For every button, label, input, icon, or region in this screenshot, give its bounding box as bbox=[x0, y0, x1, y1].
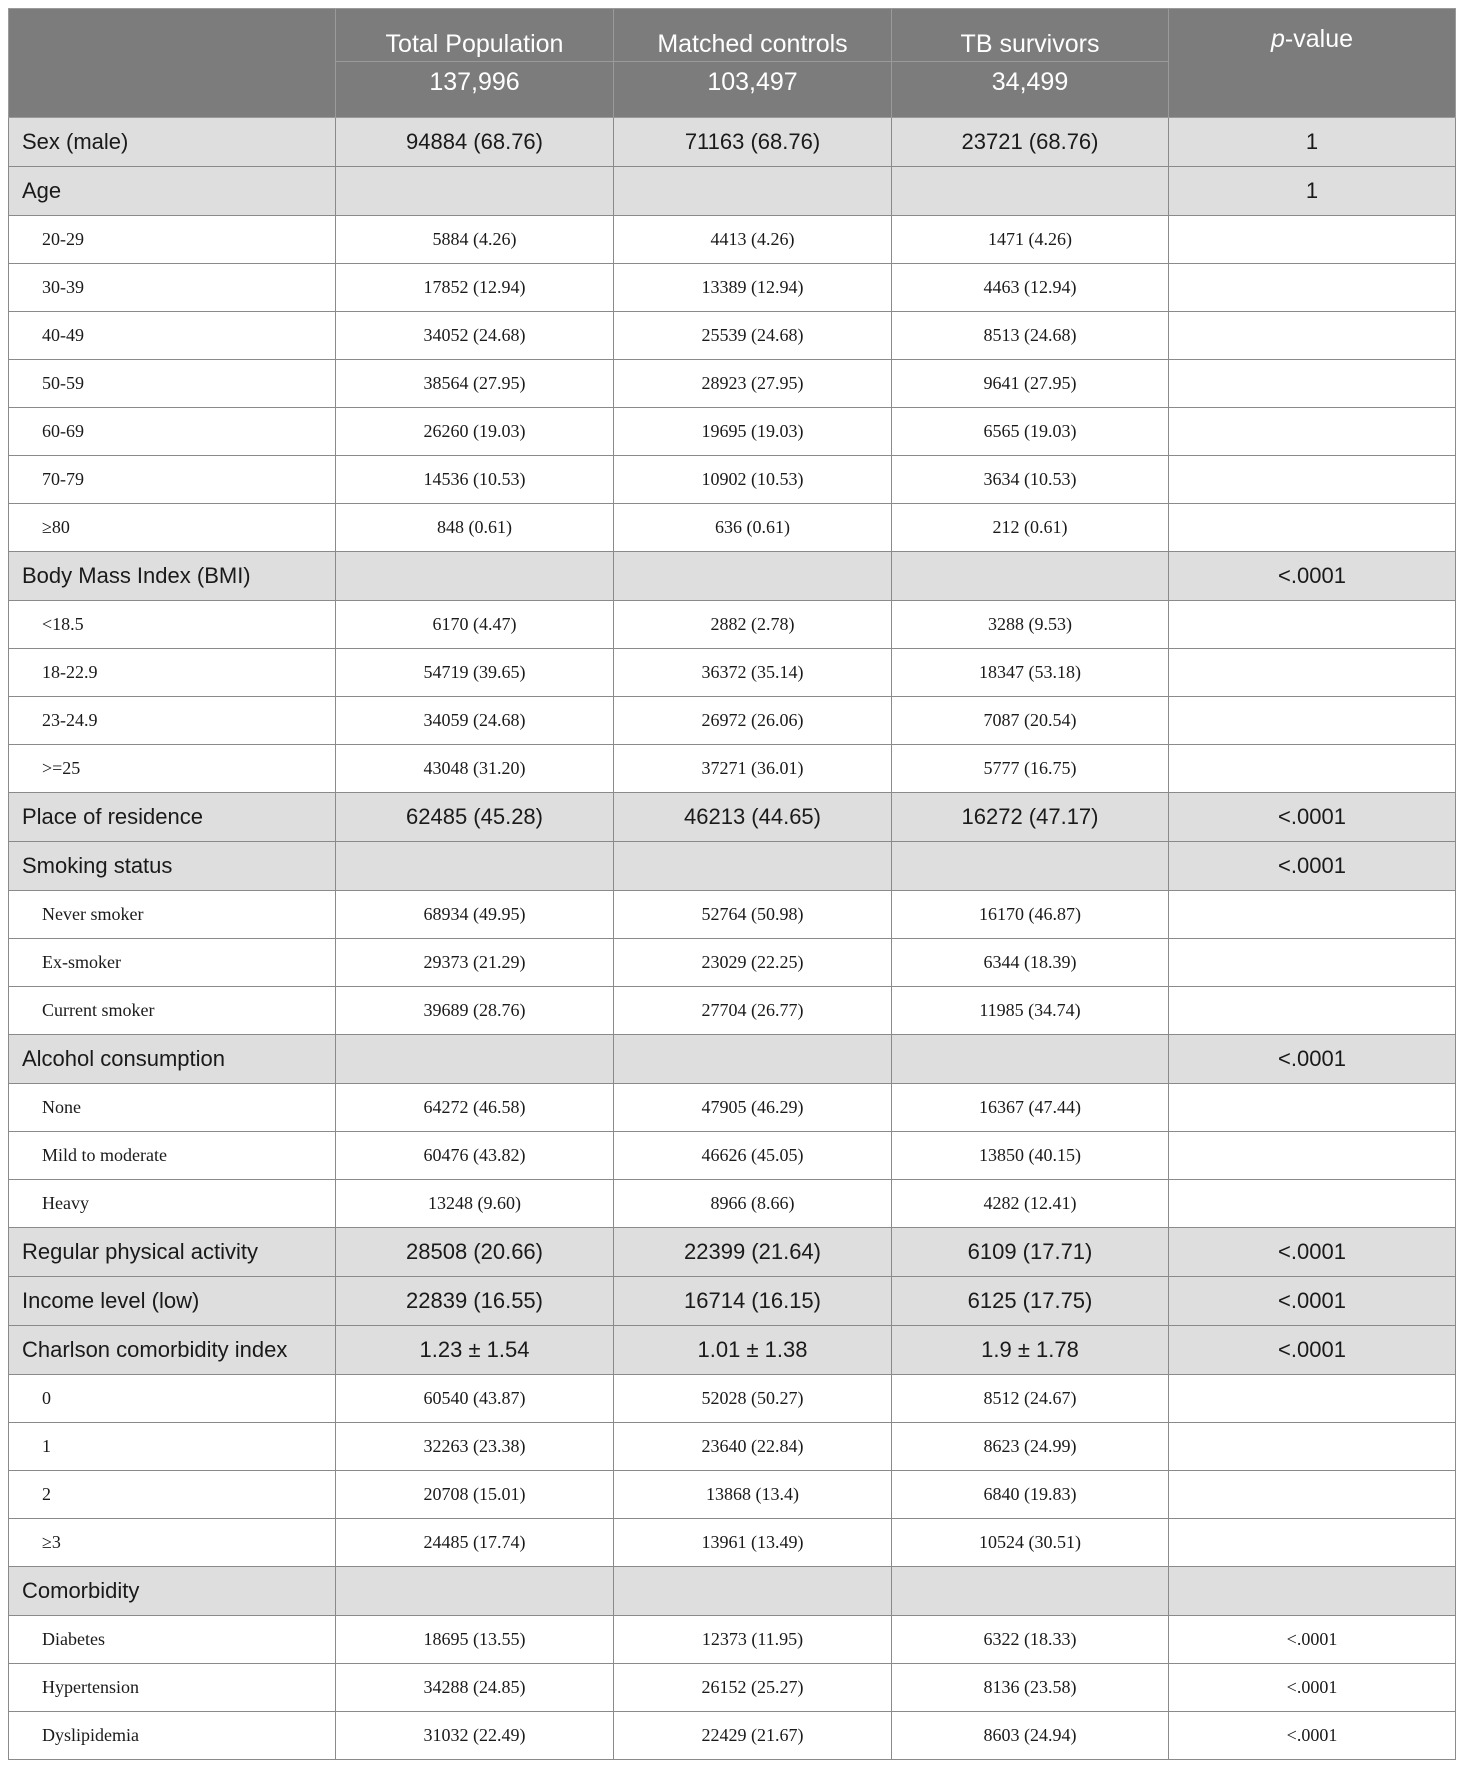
header-p-rest: -value bbox=[1284, 25, 1353, 53]
header-tb-survivors: TB survivors bbox=[892, 9, 1169, 62]
tb-survivors-value: 6565 (19.03) bbox=[892, 408, 1169, 456]
p-value bbox=[1169, 1375, 1456, 1423]
total-population-value: 26260 (19.03) bbox=[336, 408, 614, 456]
row-label: Charlson comorbidity index bbox=[9, 1326, 336, 1375]
tb-survivors-value: 16367 (47.44) bbox=[892, 1084, 1169, 1132]
tb-survivors-value: 9641 (27.95) bbox=[892, 360, 1169, 408]
total-population-value: 34059 (24.68) bbox=[336, 697, 614, 745]
row-label: 0 bbox=[9, 1375, 336, 1423]
row-label: <18.5 bbox=[9, 601, 336, 649]
row-label: ≥80 bbox=[9, 504, 336, 552]
subcategory-row bbox=[9, 264, 1456, 312]
category-row bbox=[9, 1326, 1456, 1375]
tb-survivors-value: 6840 (19.83) bbox=[892, 1471, 1169, 1519]
matched-controls-value bbox=[614, 552, 892, 601]
tb-survivors-value: 6344 (18.39) bbox=[892, 939, 1169, 987]
total-population-value: 13248 (9.60) bbox=[336, 1180, 614, 1228]
tb-survivors-value: 6125 (17.75) bbox=[892, 1277, 1169, 1326]
total-population-value: 60476 (43.82) bbox=[336, 1132, 614, 1180]
subcategory-row bbox=[9, 408, 1456, 456]
total-population-value: 6170 (4.47) bbox=[336, 601, 614, 649]
matched-controls-value bbox=[614, 1567, 892, 1616]
row-label: Dyslipidemia bbox=[9, 1712, 336, 1760]
row-label: None bbox=[9, 1084, 336, 1132]
total-population-value: 32263 (23.38) bbox=[336, 1423, 614, 1471]
tb-survivors-value bbox=[892, 1035, 1169, 1084]
row-label: ≥3 bbox=[9, 1519, 336, 1567]
row-label: 2 bbox=[9, 1471, 336, 1519]
p-value bbox=[1169, 1423, 1456, 1471]
matched-controls-value: 23029 (22.25) bbox=[614, 939, 892, 987]
matched-controls-value: 13389 (12.94) bbox=[614, 264, 892, 312]
subcategory-row bbox=[9, 1180, 1456, 1228]
p-value bbox=[1169, 312, 1456, 360]
matched-controls-value: 1.01 ± 1.38 bbox=[614, 1326, 892, 1375]
table-body bbox=[9, 118, 1456, 1760]
row-label: Current smoker bbox=[9, 987, 336, 1035]
total-population-value: 43048 (31.20) bbox=[336, 745, 614, 793]
header-matched-controls: Matched controls bbox=[614, 9, 892, 62]
total-population-value bbox=[336, 842, 614, 891]
total-population-value: 14536 (10.53) bbox=[336, 456, 614, 504]
tb-survivors-value: 11985 (34.74) bbox=[892, 987, 1169, 1035]
tb-survivors-value bbox=[892, 167, 1169, 216]
p-value bbox=[1169, 987, 1456, 1035]
matched-controls-value: 37271 (36.01) bbox=[614, 745, 892, 793]
p-value: <.0001 bbox=[1169, 1035, 1456, 1084]
tb-survivors-value bbox=[892, 842, 1169, 891]
matched-controls-value: 52028 (50.27) bbox=[614, 1375, 892, 1423]
tb-survivors-value: 8512 (24.67) bbox=[892, 1375, 1169, 1423]
matched-controls-value: 46213 (44.65) bbox=[614, 793, 892, 842]
tb-survivors-value: 8136 (23.58) bbox=[892, 1664, 1169, 1712]
header-p-value bbox=[1169, 9, 1456, 118]
total-population-value: 22839 (16.55) bbox=[336, 1277, 614, 1326]
row-label: Sex (male) bbox=[9, 118, 336, 167]
matched-controls-value: 47905 (46.29) bbox=[614, 1084, 892, 1132]
p-value bbox=[1169, 1084, 1456, 1132]
matched-controls-value: 26972 (26.06) bbox=[614, 697, 892, 745]
p-value bbox=[1169, 408, 1456, 456]
category-row bbox=[9, 793, 1456, 842]
matched-controls-value: 27704 (26.77) bbox=[614, 987, 892, 1035]
subcategory-row bbox=[9, 1519, 1456, 1567]
row-label: Place of residence bbox=[9, 793, 336, 842]
p-value: <.0001 bbox=[1169, 1228, 1456, 1277]
matched-controls-value: 26152 (25.27) bbox=[614, 1664, 892, 1712]
tb-survivors-value: 16272 (47.17) bbox=[892, 793, 1169, 842]
p-value: <.0001 bbox=[1169, 1664, 1456, 1712]
row-label: 18-22.9 bbox=[9, 649, 336, 697]
tb-survivors-value: 5777 (16.75) bbox=[892, 745, 1169, 793]
subcategory-row bbox=[9, 1616, 1456, 1664]
row-label: Regular physical activity bbox=[9, 1228, 336, 1277]
category-row bbox=[9, 1277, 1456, 1326]
p-value: 1 bbox=[1169, 167, 1456, 216]
matched-controls-value: 23640 (22.84) bbox=[614, 1423, 892, 1471]
subcategory-row bbox=[9, 1471, 1456, 1519]
total-population-value: 54719 (39.65) bbox=[336, 649, 614, 697]
total-population-value: 24485 (17.74) bbox=[336, 1519, 614, 1567]
p-value bbox=[1169, 697, 1456, 745]
total-population-value: 64272 (46.58) bbox=[336, 1084, 614, 1132]
baseline-characteristics-table bbox=[8, 8, 1456, 1760]
tb-survivors-value bbox=[892, 552, 1169, 601]
p-value bbox=[1169, 1132, 1456, 1180]
category-row bbox=[9, 552, 1456, 601]
row-label: 60-69 bbox=[9, 408, 336, 456]
matched-controls-value: 25539 (24.68) bbox=[614, 312, 892, 360]
tb-survivors-value: 1.9 ± 1.78 bbox=[892, 1326, 1169, 1375]
subcategory-row bbox=[9, 1375, 1456, 1423]
p-value bbox=[1169, 601, 1456, 649]
tb-survivors-value: 4282 (12.41) bbox=[892, 1180, 1169, 1228]
tb-survivors-value: 4463 (12.94) bbox=[892, 264, 1169, 312]
row-label: 70-79 bbox=[9, 456, 336, 504]
row-label: 50-59 bbox=[9, 360, 336, 408]
matched-controls-value: 4413 (4.26) bbox=[614, 216, 892, 264]
total-population-value: 28508 (20.66) bbox=[336, 1228, 614, 1277]
row-label: 20-29 bbox=[9, 216, 336, 264]
tb-survivors-value: 6322 (18.33) bbox=[892, 1616, 1169, 1664]
tb-survivors-value: 16170 (46.87) bbox=[892, 891, 1169, 939]
matched-controls-value: 10902 (10.53) bbox=[614, 456, 892, 504]
subcategory-row bbox=[9, 312, 1456, 360]
p-value: <.0001 bbox=[1169, 1326, 1456, 1375]
header-blank-cell bbox=[9, 9, 336, 118]
tb-survivors-value: 13850 (40.15) bbox=[892, 1132, 1169, 1180]
tb-survivors-value: 6109 (17.71) bbox=[892, 1228, 1169, 1277]
total-population-value bbox=[336, 1035, 614, 1084]
p-value bbox=[1169, 504, 1456, 552]
tb-survivors-value bbox=[892, 1567, 1169, 1616]
tb-survivors-value: 212 (0.61) bbox=[892, 504, 1169, 552]
row-label: Age bbox=[9, 167, 336, 216]
subcategory-row bbox=[9, 1712, 1456, 1760]
p-value bbox=[1169, 1180, 1456, 1228]
subcategory-row bbox=[9, 1084, 1456, 1132]
total-population-value: 62485 (45.28) bbox=[336, 793, 614, 842]
row-label: 1 bbox=[9, 1423, 336, 1471]
total-population-value bbox=[336, 167, 614, 216]
tb-survivors-value: 18347 (53.18) bbox=[892, 649, 1169, 697]
total-population-value: 29373 (21.29) bbox=[336, 939, 614, 987]
total-population-value: 60540 (43.87) bbox=[336, 1375, 614, 1423]
row-label: Smoking status bbox=[9, 842, 336, 891]
category-row bbox=[9, 118, 1456, 167]
row-label: 30-39 bbox=[9, 264, 336, 312]
p-value bbox=[1169, 649, 1456, 697]
matched-controls-value bbox=[614, 167, 892, 216]
total-population-value: 5884 (4.26) bbox=[336, 216, 614, 264]
p-value bbox=[1169, 1471, 1456, 1519]
matched-controls-value: 46626 (45.05) bbox=[614, 1132, 892, 1180]
subcategory-row bbox=[9, 1423, 1456, 1471]
matched-controls-value: 12373 (11.95) bbox=[614, 1616, 892, 1664]
row-label: Mild to moderate bbox=[9, 1132, 336, 1180]
p-value: <.0001 bbox=[1169, 793, 1456, 842]
total-population-value: 38564 (27.95) bbox=[336, 360, 614, 408]
matched-controls-value: 36372 (35.14) bbox=[614, 649, 892, 697]
p-value bbox=[1169, 939, 1456, 987]
matched-controls-value bbox=[614, 842, 892, 891]
subcategory-row bbox=[9, 939, 1456, 987]
tb-survivors-value: 3288 (9.53) bbox=[892, 601, 1169, 649]
total-population-value: 31032 (22.49) bbox=[336, 1712, 614, 1760]
row-label: Never smoker bbox=[9, 891, 336, 939]
p-value: <.0001 bbox=[1169, 1277, 1456, 1326]
row-label: Diabetes bbox=[9, 1616, 336, 1664]
total-population-value: 20708 (15.01) bbox=[336, 1471, 614, 1519]
p-value: 1 bbox=[1169, 118, 1456, 167]
total-population-value: 94884 (68.76) bbox=[336, 118, 614, 167]
matched-controls-value: 22429 (21.67) bbox=[614, 1712, 892, 1760]
p-value bbox=[1169, 1519, 1456, 1567]
total-population-value: 848 (0.61) bbox=[336, 504, 614, 552]
header-total-population-n: 137,996 bbox=[336, 62, 614, 118]
tb-survivors-value: 8603 (24.94) bbox=[892, 1712, 1169, 1760]
p-value: <.0001 bbox=[1169, 842, 1456, 891]
subcategory-row bbox=[9, 987, 1456, 1035]
subcategory-row bbox=[9, 504, 1456, 552]
subcategory-row bbox=[9, 649, 1456, 697]
row-label: Body Mass Index (BMI) bbox=[9, 552, 336, 601]
matched-controls-value: 52764 (50.98) bbox=[614, 891, 892, 939]
row-label: Hypertension bbox=[9, 1664, 336, 1712]
row-label: Comorbidity bbox=[9, 1567, 336, 1616]
total-population-value: 39689 (28.76) bbox=[336, 987, 614, 1035]
p-value bbox=[1169, 1567, 1456, 1616]
subcategory-row bbox=[9, 745, 1456, 793]
row-label: Heavy bbox=[9, 1180, 336, 1228]
row-label: 40-49 bbox=[9, 312, 336, 360]
header-tb-survivors-n: 34,499 bbox=[892, 62, 1169, 118]
total-population-value: 34288 (24.85) bbox=[336, 1664, 614, 1712]
subcategory-row bbox=[9, 1132, 1456, 1180]
matched-controls-value: 19695 (19.03) bbox=[614, 408, 892, 456]
subcategory-row bbox=[9, 216, 1456, 264]
subcategory-row bbox=[9, 1664, 1456, 1712]
header-p-italic: p bbox=[1271, 25, 1285, 53]
matched-controls-value: 71163 (68.76) bbox=[614, 118, 892, 167]
matched-controls-value bbox=[614, 1035, 892, 1084]
total-population-value: 18695 (13.55) bbox=[336, 1616, 614, 1664]
matched-controls-value: 636 (0.61) bbox=[614, 504, 892, 552]
header-row-labels bbox=[9, 9, 1456, 62]
total-population-value: 34052 (24.68) bbox=[336, 312, 614, 360]
p-value: <.0001 bbox=[1169, 552, 1456, 601]
total-population-value bbox=[336, 552, 614, 601]
tb-survivors-value: 8513 (24.68) bbox=[892, 312, 1169, 360]
p-value bbox=[1169, 264, 1456, 312]
subcategory-row bbox=[9, 601, 1456, 649]
total-population-value: 17852 (12.94) bbox=[336, 264, 614, 312]
table-header bbox=[9, 9, 1456, 118]
row-label: Income level (low) bbox=[9, 1277, 336, 1326]
p-value bbox=[1169, 456, 1456, 504]
subcategory-row bbox=[9, 697, 1456, 745]
p-value: <.0001 bbox=[1169, 1616, 1456, 1664]
header-matched-controls-n: 103,497 bbox=[614, 62, 892, 118]
tb-survivors-value: 23721 (68.76) bbox=[892, 118, 1169, 167]
tb-survivors-value: 7087 (20.54) bbox=[892, 697, 1169, 745]
matched-controls-value: 22399 (21.64) bbox=[614, 1228, 892, 1277]
matched-controls-value: 16714 (16.15) bbox=[614, 1277, 892, 1326]
subcategory-row bbox=[9, 360, 1456, 408]
total-population-value bbox=[336, 1567, 614, 1616]
p-value bbox=[1169, 216, 1456, 264]
p-value: <.0001 bbox=[1169, 1712, 1456, 1760]
p-value bbox=[1169, 360, 1456, 408]
row-label: Ex-smoker bbox=[9, 939, 336, 987]
tb-survivors-value: 1471 (4.26) bbox=[892, 216, 1169, 264]
row-label: 23-24.9 bbox=[9, 697, 336, 745]
tb-survivors-value: 10524 (30.51) bbox=[892, 1519, 1169, 1567]
category-row bbox=[9, 1567, 1456, 1616]
row-label: >=25 bbox=[9, 745, 336, 793]
total-population-value: 1.23 ± 1.54 bbox=[336, 1326, 614, 1375]
category-row bbox=[9, 1228, 1456, 1277]
matched-controls-value: 13868 (13.4) bbox=[614, 1471, 892, 1519]
matched-controls-value: 2882 (2.78) bbox=[614, 601, 892, 649]
category-row bbox=[9, 1035, 1456, 1084]
tb-survivors-value: 8623 (24.99) bbox=[892, 1423, 1169, 1471]
category-row bbox=[9, 842, 1456, 891]
subcategory-row bbox=[9, 456, 1456, 504]
header-total-population: Total Population bbox=[336, 9, 614, 62]
p-value bbox=[1169, 745, 1456, 793]
total-population-value: 68934 (49.95) bbox=[336, 891, 614, 939]
matched-controls-value: 8966 (8.66) bbox=[614, 1180, 892, 1228]
matched-controls-value: 13961 (13.49) bbox=[614, 1519, 892, 1567]
p-value bbox=[1169, 891, 1456, 939]
tb-survivors-value: 3634 (10.53) bbox=[892, 456, 1169, 504]
subcategory-row bbox=[9, 891, 1456, 939]
row-label: Alcohol consumption bbox=[9, 1035, 336, 1084]
matched-controls-value: 28923 (27.95) bbox=[614, 360, 892, 408]
category-row bbox=[9, 167, 1456, 216]
